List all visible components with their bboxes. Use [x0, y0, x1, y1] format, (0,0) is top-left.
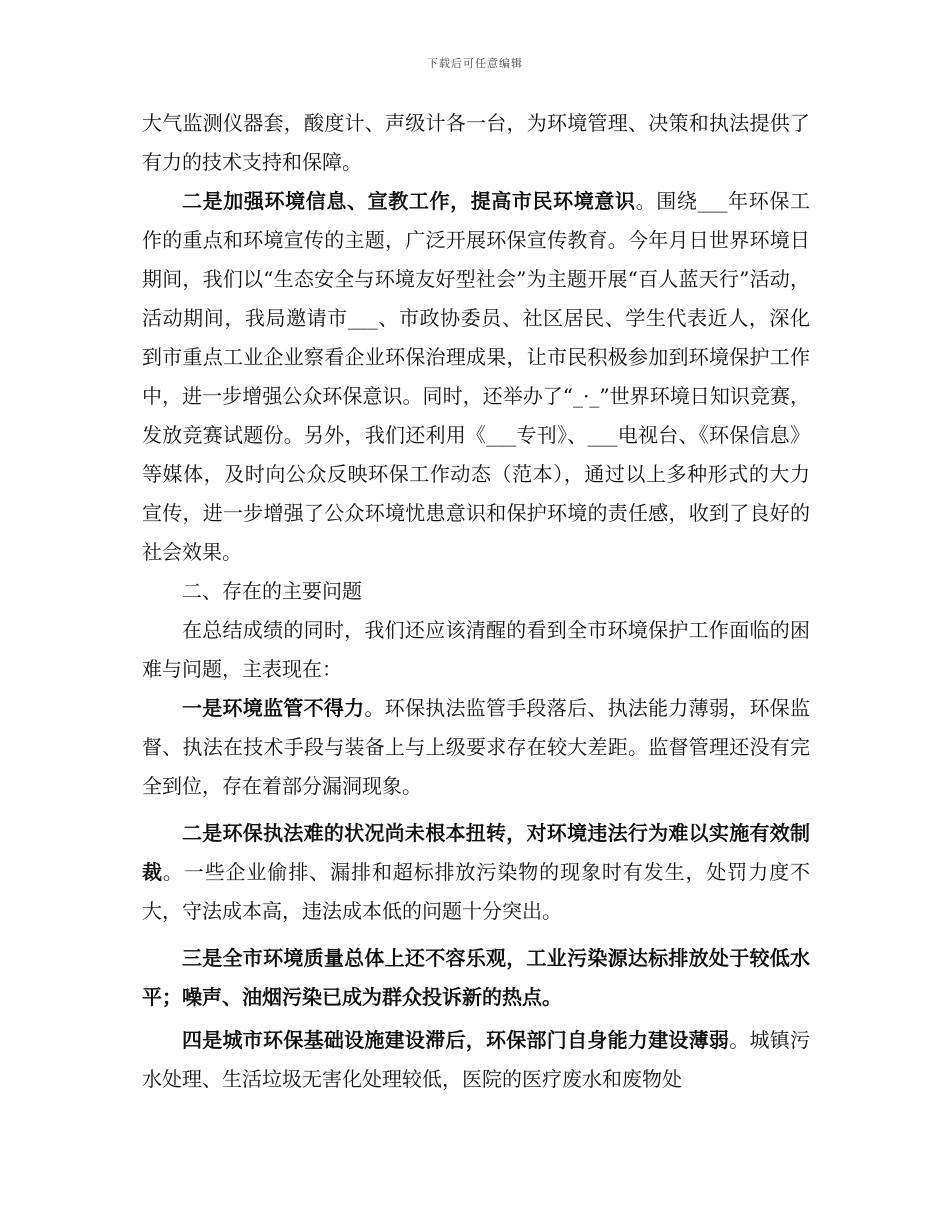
section-heading [142, 572, 810, 611]
paragraph-7 [142, 939, 810, 1017]
page-header: 下载后可任意编辑 [427, 57, 523, 70]
paragraph-6-lead: 二是环保执法难的状况尚未根本扭转，对环境违法行为难以实施有效制裁 [142, 821, 810, 884]
document-body [142, 104, 810, 1099]
paragraph-8-text: 。城镇污水处理、生活垃圾无害化处理较低，医院的医疗废水和废物处 [142, 1028, 811, 1091]
paragraph-7-lead: 三是全市环境质量总体上还不容乐观，工业污染源达标排放处于较低水平；噪声、油烟污染已成为群众投诉新的热点。 [142, 946, 810, 1009]
paragraph-4-text: 在总结成绩的同时，我们还应该清醒的看到全市环境保护工作面临的困难与问题，主表现在： [142, 618, 810, 681]
paragraph-8-lead: 四是城市环保基础设施建设滞后，环保部门自身能力建设薄弱 [182, 1028, 730, 1052]
paragraph-8 [142, 1021, 810, 1099]
paragraph-1-text: 大气监测仪器套，酸度计、声级计各一台，为环境管理、决策和执法提供了有力的技术支持和保障。 [142, 111, 810, 174]
paragraph-1 [142, 104, 810, 182]
paragraph-5-lead: 一是环境监管不得力 [182, 696, 365, 720]
paragraph-2-lead: 二是加强环境信息、宣教工作，提高市民环境意识 [182, 189, 636, 213]
paragraph-5 [142, 689, 810, 806]
paragraph-4 [142, 611, 810, 689]
paragraph-6 [142, 814, 810, 931]
section-heading-text: 二、存在的主要问题 [182, 579, 362, 603]
paragraph-6-text: 。一些企业偷排、漏排和超标排放污染物的现象时有发生，处罚力度不大，守法成本高，违法成本低的问题十分突出。 [142, 860, 811, 923]
paragraph-2-text: 。围绕___年环保工作的重点和环境宣传的主题，广泛开展环保宣传教育。今年月日世界环境日期间，我们以“生态安全与环境友好型社会”为主题开展“百人蓝天行”活动，活动期间，我局邀请市___、市政协委员、社区居民、学生代表近人，深化到市重点工业企业察看企业环保治理成果，让市民积极参加到环境保护工作中，进一步增强公众环保意识。同时，还举办了“_·_”世界环境日知识竞赛，发放竞赛试题份。另外，我们还利用《___专刊》、___电视台、《环保信息》等媒体，及时向公众反映环保工作动态（范本），通过以上多种形式的大力宣传，进一步增强了公众环境忧患意识和保护环境的责任感，收到了良好的社会效果。 [142, 189, 811, 564]
paragraph-2 [142, 182, 810, 572]
paragraph-5-text: 。环保执法监管手段落后、执法能力薄弱，环保监督、执法在技术手段与装备上与上级要求存在较大差距。监督管理还没有完全到位，存在着部分漏洞现象。 [142, 696, 811, 798]
